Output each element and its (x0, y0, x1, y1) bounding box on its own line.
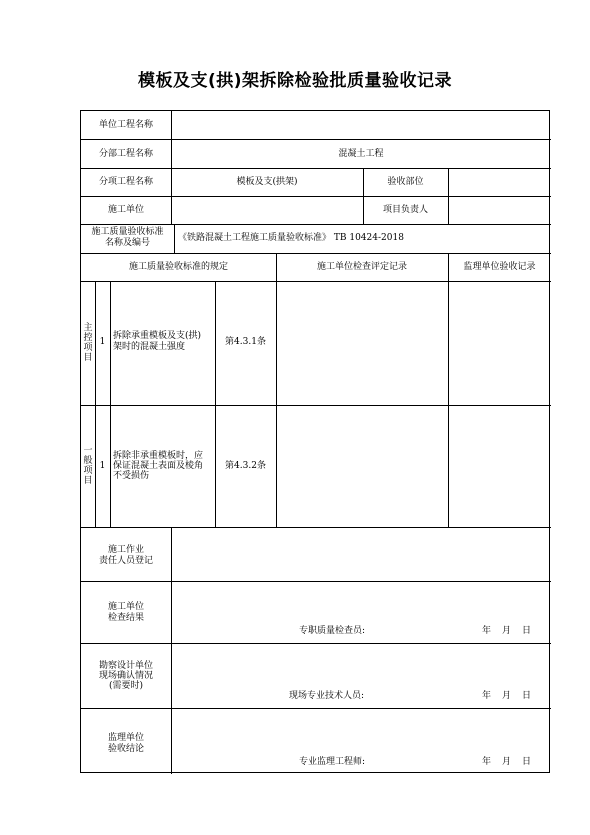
column-divider (174, 224, 175, 253)
row-divider (81, 253, 551, 254)
general-item-category: 一 般 项 目 (83, 446, 93, 486)
row-divider (81, 643, 551, 644)
survey-signer-label: 现场专业技术人员: (289, 691, 365, 701)
year-label: 年 (482, 691, 492, 701)
page-title: 模板及支(拱)架拆除检验批质量验收记录 (137, 71, 453, 91)
supervision-record-column-header: 监理单位验收记录 (463, 262, 536, 272)
inspection-part-label: 验收部位 (387, 177, 424, 187)
supervision-signer-label: 专业监理工程师: (299, 757, 366, 767)
row-divider (81, 139, 551, 140)
row-divider (81, 581, 551, 582)
column-divider (448, 168, 449, 224)
supervision-label-line: 验收结论 (107, 744, 144, 754)
year-label: 年 (482, 626, 492, 636)
item-clause: 第4.3.2条 (225, 461, 266, 471)
item-project-label: 分项工程名称 (98, 177, 153, 187)
column-divider (276, 253, 277, 527)
month-label: 月 (502, 626, 512, 636)
row-divider (81, 527, 551, 528)
construction-unit-label: 施工单位 (107, 205, 144, 215)
row-divider (81, 708, 551, 709)
item-content-line: 拆除非承重模板时，应 (113, 451, 204, 461)
item-content-line: 不受损伤 (113, 471, 150, 481)
unit-project-label: 单位工程名称 (98, 120, 153, 130)
row-divider (81, 281, 551, 282)
day-label: 日 (522, 626, 532, 636)
row-divider (81, 196, 551, 197)
column-divider (95, 281, 96, 527)
day-label: 日 (522, 691, 532, 701)
item-content-line: 架时的混凝土强度 (113, 342, 186, 352)
column-divider (215, 281, 216, 527)
item-project-value: 模板及支(拱架) (236, 177, 298, 187)
row-divider (81, 224, 551, 225)
standard-label-line2: 名称及编号 (104, 238, 150, 248)
standard-label-line1: 施工质量验收标准 (91, 227, 164, 237)
check-label-line: 施工单位 (107, 602, 144, 612)
provisions-column-header: 施工质量验收标准的规定 (128, 262, 228, 272)
month-label: 月 (502, 691, 512, 701)
day-label: 日 (522, 757, 532, 767)
worker-label-line: 施工作业 (107, 545, 144, 555)
item-number: 1 (99, 337, 106, 347)
item-clause: 第4.3.1条 (225, 337, 266, 347)
survey-label-line: 现场确认情况 (98, 671, 153, 681)
item-content-line: 拆除承重模板及支(拱) (113, 331, 202, 341)
column-divider (448, 253, 449, 527)
check-label-line: 检查结果 (107, 613, 144, 623)
column-divider (171, 527, 172, 774)
survey-label-line: 勘察设计单位 (98, 661, 153, 671)
standard-value: 《铁路混凝土工程施工质量验收标准》 TB 10424-2018 (178, 233, 404, 243)
survey-label-line: (需要时) (108, 681, 144, 691)
inspection-form-table (80, 110, 550, 773)
supervision-label-line: 监理单位 (107, 733, 144, 743)
month-label: 月 (502, 757, 512, 767)
sub-project-value: 混凝土工程 (338, 149, 384, 159)
column-divider (171, 111, 172, 224)
construction-record-column-header: 施工单位检查评定记录 (316, 262, 407, 272)
column-divider (110, 281, 111, 527)
row-divider (81, 168, 551, 169)
sub-project-label: 分部工程名称 (98, 149, 153, 159)
year-label: 年 (482, 757, 492, 767)
item-number: 1 (99, 461, 106, 471)
project-manager-label: 项目负责人 (382, 205, 428, 215)
row-divider (81, 405, 551, 406)
check-signer-label: 专职质量检查员: (299, 626, 366, 636)
worker-label-line: 责任人员登记 (98, 556, 153, 566)
item-content-line: 保证混凝土表面及棱角 (113, 461, 204, 471)
main-control-category: 主 控 项 目 (83, 323, 93, 363)
